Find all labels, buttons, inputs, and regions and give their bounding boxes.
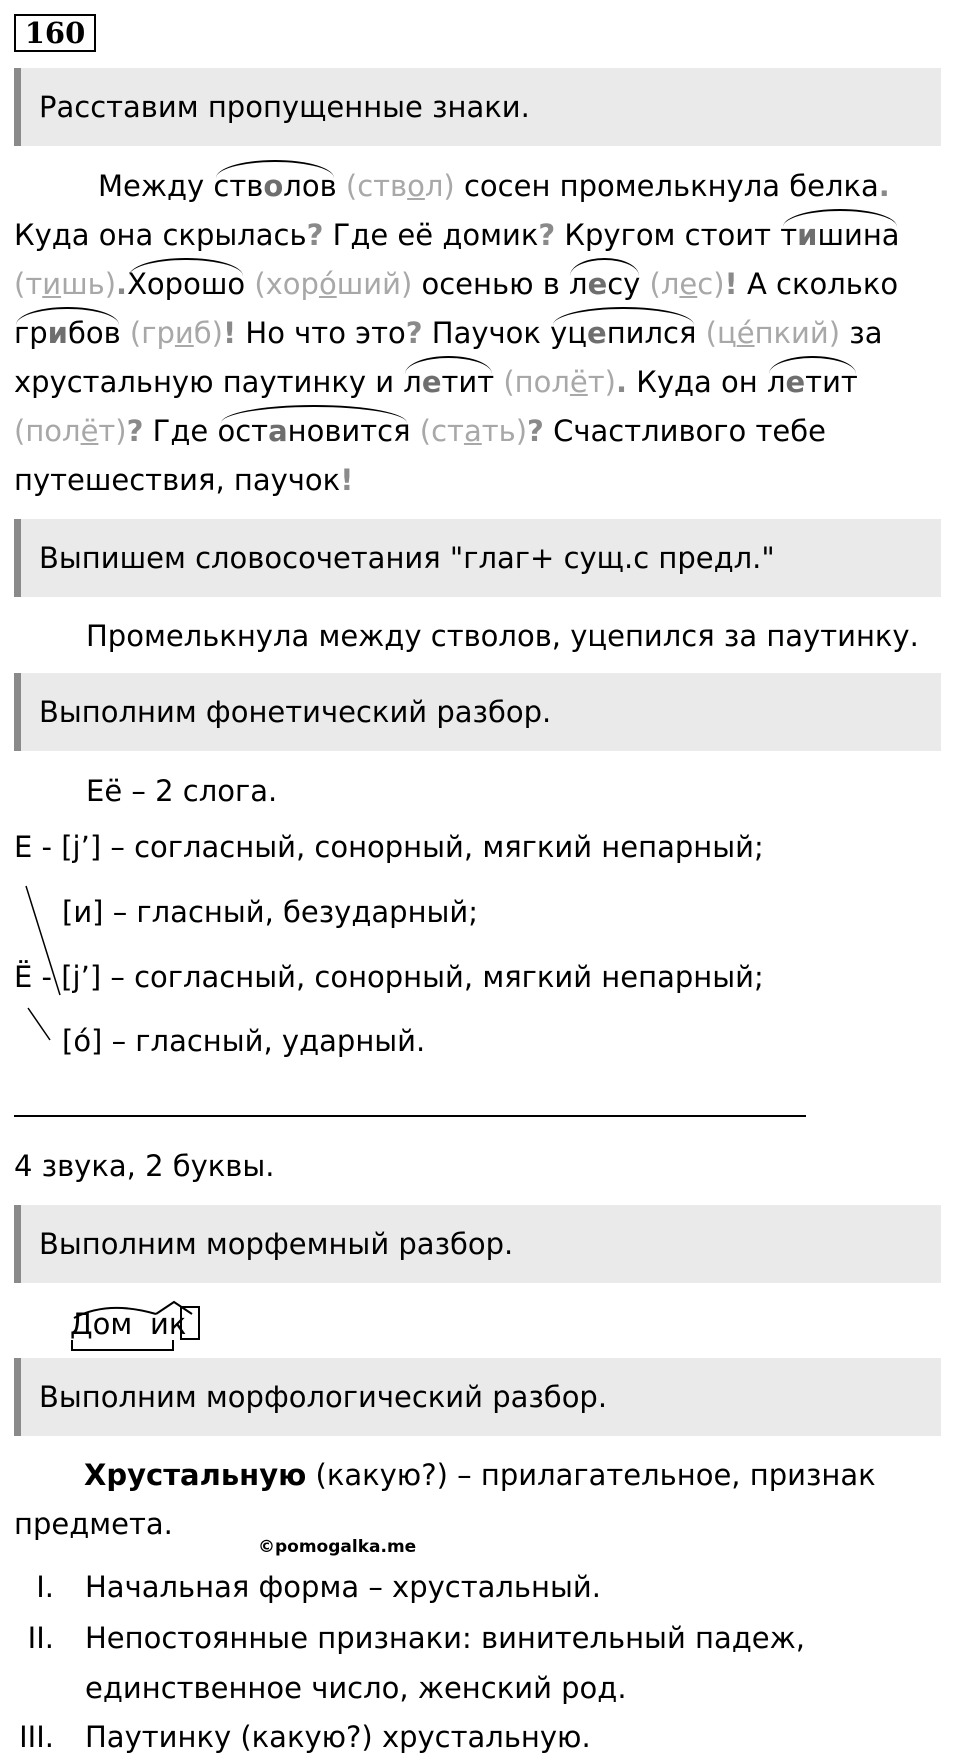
check-word: (стать) [410,414,528,448]
punct: ! [222,316,237,350]
text: лов [283,169,337,203]
text: путешествия, паучок [14,463,341,497]
passage-line-2 [14,211,944,260]
punct: ! [724,267,738,301]
check-word: (полёт) [494,365,616,399]
text: Где её домик [323,218,539,252]
divider-line [14,1115,806,1117]
text: осенью в [412,267,570,301]
section-heading-punctuation: Расставим пропущенные знаки. [14,68,941,146]
passage [14,162,944,505]
root-arc: Хорошо [127,260,245,309]
punct: ? [405,316,423,350]
root-arc: грибов [14,309,121,358]
text: за [840,316,883,350]
text: А сколько [737,267,899,301]
root-arc: лесу [569,260,640,309]
phrases-text: Промелькнула между стволов, уцепился за паутинку. [86,619,919,653]
text: хрустальную паутинку и [14,365,404,399]
passage-line-1 [14,162,944,211]
text: Между [98,169,214,203]
check-word: (лес) [640,267,725,301]
check-word: (гриб) [120,316,223,350]
text: сосен промелькнула белка [454,169,879,203]
text: Счастливого тебе [543,414,826,448]
passage-line-5 [14,358,944,407]
check-word: (ствол) [336,169,455,203]
list-text: Начальная форма – хрустальный. [85,1570,601,1604]
phonetic-row-1: Е - [j’] – согласный, сонорный, мягкий непарный; [14,830,764,864]
punct: ? [538,218,556,252]
vowel: о [263,169,284,203]
phonetic-row-4: [ó] – гласный, ударный. [62,1024,426,1058]
passage-line-6 [14,407,944,456]
text: (какую?) – прилагательное, признак [306,1458,876,1492]
root-arc: летит [403,358,494,407]
check-word: (хоро́ший) [245,267,413,301]
root-arc: летит [767,358,858,407]
punct: . [615,365,628,399]
punct: ? [126,414,144,448]
punct: ! [340,463,354,497]
list-marker: III. [19,1720,54,1754]
punct: ? [527,414,544,448]
syllables-line: Её – 2 слога. [86,774,278,808]
list-marker: I. [36,1570,54,1604]
list-text: Непостоянные признаки: винительный падеж, [85,1621,805,1655]
analyzed-word: Хрустальную [84,1458,307,1492]
morpheme-root: Дом [70,1307,133,1341]
watermark: ©pomogalka.me [258,1537,417,1557]
text: Куда он [627,365,767,399]
passage-line-7 [14,456,944,505]
morphology-intro [84,1451,876,1500]
ending-box [180,1306,200,1340]
text: ств [213,169,264,203]
text: Паучок [422,316,551,350]
morphology-intro-line2: предмета. [14,1507,173,1541]
section-heading-morpheme: Выполним морфемный разбор. [14,1205,941,1283]
punct: ? [306,218,324,252]
phonetic-connector-lines [0,0,120,1060]
morpheme-suffix: ик [150,1307,187,1341]
root-arc: уцепился [550,309,696,358]
list-text: Паутинку (какую?) хрустальную. [85,1720,591,1754]
root-arc: остановится [217,407,410,456]
check-word: (тишь) [14,267,117,301]
text: Где [143,414,218,448]
punct: . [878,169,890,203]
phonetic-row-3: Ё - [j’] – согласный, сонорный, мягкий непарный; [14,960,764,994]
check-word: (полёт) [14,414,127,448]
section-heading-phrases: Выпишем словосочетания "глаг+ сущ.с предл." [14,519,941,597]
section-heading-morphology: Выполним морфологический разбор. [14,1358,941,1436]
text: Но что это [236,316,406,350]
punct: . [116,267,128,301]
passage-line-3 [14,260,944,309]
text: Куда она скрылась [14,218,307,252]
passage-line-4 [14,309,944,358]
root-arc [213,162,336,211]
section-heading-phonetic: Выполним фонетический разбор. [14,673,941,751]
text: Кругом стоит [555,218,781,252]
root-arc: тишина [780,211,899,260]
exercise-number: 160 [14,14,96,52]
sound-count: 4 звука, 2 буквы. [14,1149,275,1183]
phonetic-row-2: [и] – гласный, безударный; [62,895,479,929]
check-word: (це́пкий) [696,316,841,350]
list-text: единственное число, женский род. [85,1671,627,1705]
list-marker: II. [27,1621,54,1655]
